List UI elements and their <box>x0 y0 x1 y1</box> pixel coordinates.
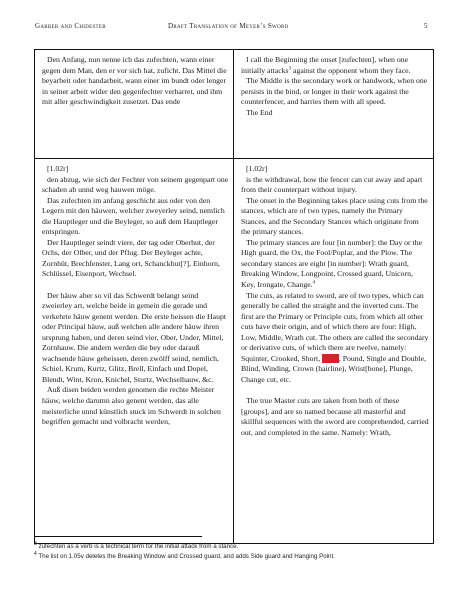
german-paragraph: Der häuw aber so vil das Schwerdt belangt seind zweierley art, welche beide in gemein die gerade und verkehrte häuw genent werden. Die erste heissen die Haupt oder Principal häuw, auß welchen alle andere häuw ihren ursprung haben, und deren seind vier, Ober, Under, Mittel, Zornhauw. Die andern werden die bey oder darauß wachsende häuw geheissen, deren zwölff seind, nemlich, Schiel, Krum, Kurtz, Glitz, Brell, Einfach und Dopel, Blendt, Wint, Kron, Knichel, Sturtz, Wechselhauw, &c. <box>42 290 226 384</box>
english-paragraph: The Middle is the secondary work or handwork, when one persists in the bind, or longer in their work against the counterfencer, and harries them with all speed. <box>241 76 428 107</box>
german-cell <box>35 159 234 543</box>
english-paragraph: is the withdrawal, how the fencer can cut away and apart from their counterpart without injury. <box>241 174 423 195</box>
footnote-ref-4[interactable]: 4 <box>312 280 316 286</box>
english-paragraph: The End <box>246 107 273 117</box>
german-paragraph: Das zufechten im anfang geschicht aus oder von den Legern mit den häuwen, welcher zweyerley seind, nemlich die Hauptleger und die Beyleger, so auß dem Hauptleger entspringen. <box>42 195 225 237</box>
footnote-4: $^4$ The list on 1.05v deletes the Breaking Window and Crossed guard, and adds Side guard and Hanging Point. <box>34 550 335 560</box>
footnotes <box>34 536 432 562</box>
german-paragraph: Auß disen beiden werden genomen die rechte Meister häuw, welche darumn also genent werden, das alle meisterliche unnd künstlich stuck im Schwerdt in solchen begriffen gemacht und volbracht werden, <box>42 385 221 427</box>
table-row <box>35 158 433 543</box>
folio-marker: [1.02r] <box>246 164 268 173</box>
header-title: Draft Translation of Meyer’s Sword <box>168 22 289 30</box>
folio-marker: [1.02r] <box>47 164 69 173</box>
page-number: 5 <box>424 22 428 30</box>
footnote-ref-3[interactable]: 3 <box>288 65 292 71</box>
german-paragraph: den abzug, wie sich der Fechter von seinem gegenpart one schaden ab unnd weg hauwen möge. <box>42 174 229 195</box>
german-paragraph: Den Anfang, nun nenne ich das zufechten, wann einer gegen dem Man, den er vor sich hat, zuficht. Das Mittel die beyarbeit oder handarbeit, wann einer im bundt oder lenger in seiner arbeit wider den gegenfechter verharret, und ihm mit aller geschwindigkeit zusetzet. Das ende <box>42 55 227 107</box>
running-head <box>0 22 463 34</box>
highlighted-word: Flash <box>322 353 339 363</box>
table-row <box>35 50 433 158</box>
english-paragraph: The onset in the Beginning takes place using cuts from the stances, which are of two types, namely the Primary Stances, and the Secondary Stances which originate from the primary stances. <box>241 195 428 237</box>
footnote-rule <box>34 536 202 537</box>
translation-table <box>34 49 434 544</box>
english-paragraph: I call the Beginning the onset [zufechten], when one initially attacks$^3$ against the opponent whom they face. <box>241 55 411 75</box>
german-cell <box>35 50 234 158</box>
footnote-3: $^3$ zufechten as a verb is a technical term for the initial attack from a stance. <box>34 540 239 550</box>
german-paragraph: Der Hauptleger seindt viere, der tag oder Oberhut, der Ochs, der Olber, und der Pflug. Der Beyleger achte, Zornhüt, Brechfenster, Lang ort, Schanckhut[?], Einhorn, Schlüssel, Eisenport, Wechsel. <box>42 237 220 279</box>
header-authors: Garber and Chidester <box>35 22 106 30</box>
english-paragraph: The cuts, as related to sword, are of two types, which can generally be called the straight and the inverted cuts. The first are the Primary or Principle cuts, from which all other cuts have their origin, and of which there are four: High, Low, Middle, Wrath cut. The others are called the secondary or derivative cuts, of which there are twelve, namely: Squinter, Crooked, Short, Flash, Pound, Single and Double, Blind, Winding, Crown (hairline), Wrist[bone], Plunge, Change cut, etc. <box>241 290 429 384</box>
english-cell <box>234 50 433 158</box>
english-paragraph: The true Master cuts are taken from both of these [groups], and are so named because all masterful and skillful sequences with the sword are comprehended, carried out, and completed in the same. Namely: Wrath, <box>241 395 429 437</box>
english-cell <box>234 159 433 543</box>
english-paragraph: The primary stances are four [in number]: the Day or the High guard, the Ox, the Fool/Poplar, and the Plow. The secondary stances are eight [in number]: Wrath guard, Breaking Window, Longpoint, Crossed guard, Unicorn, Key, Irongate, Change.$^4$ <box>241 237 423 290</box>
